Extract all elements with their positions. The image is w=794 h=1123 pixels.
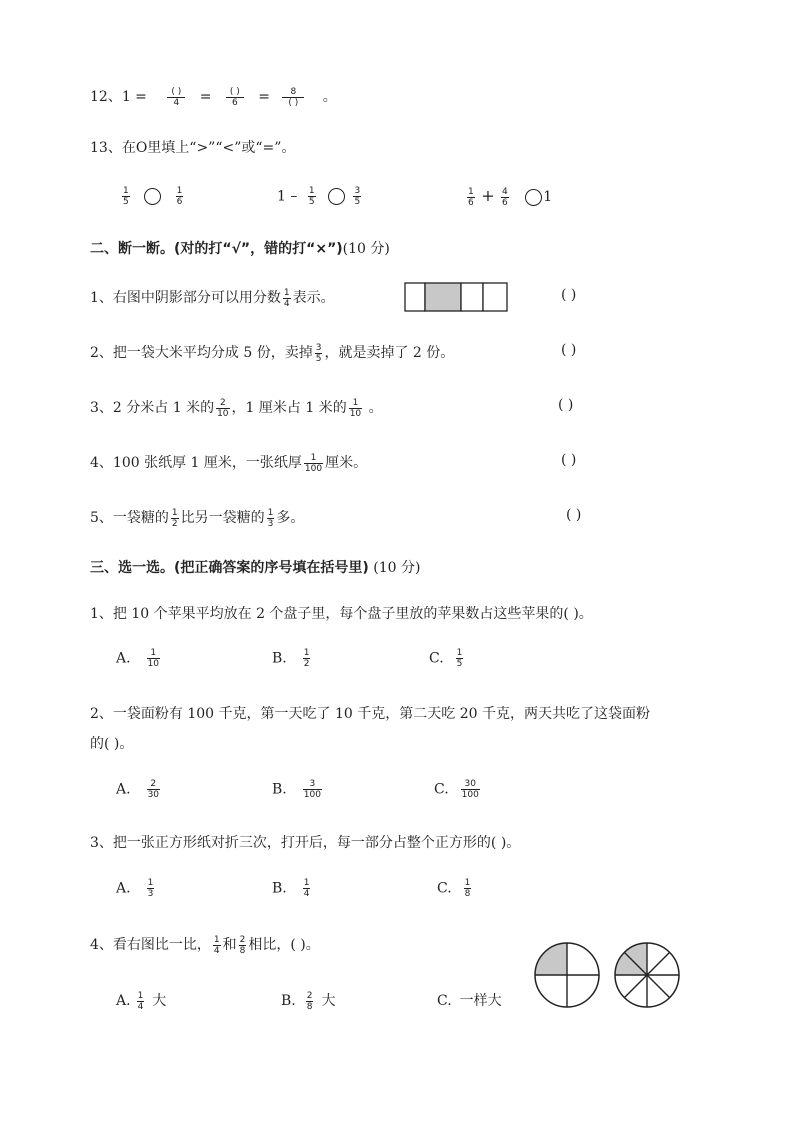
s2-item-4-fraction: $\frac{1}{100}$ (304, 452, 323, 474)
q13-c3-tail: 1 (543, 189, 553, 205)
compare-circle-icon[interactable] (144, 188, 161, 205)
s3-q2-option-c[interactable]: C. $\frac{30}{100}$ (434, 779, 479, 800)
s2-item-2-answer[interactable]: ( ) (561, 342, 577, 358)
s3-q3-option-a[interactable]: A. $\frac{1}{3}$ (116, 878, 154, 899)
s3-q4-option-c[interactable]: C. 一样大 (437, 993, 502, 1009)
s2-item-4-answer[interactable]: ( ) (561, 452, 577, 468)
s3-q1-b-fraction: $\frac{1}{2}$ (303, 648, 310, 669)
s3-q1-text: 1、把 10 个苹果平均放在 2 个盘子里，每个盘子里放的苹果数占这些苹果的( )。 (90, 606, 593, 622)
q13-c1-a: $\frac{1}{5}$ (123, 186, 129, 207)
s2-item-5-answer[interactable]: ( ) (566, 507, 582, 523)
bar-cell-1 (405, 283, 425, 311)
q13-compare-1 (120, 186, 185, 207)
compare-circle-icon[interactable] (525, 189, 542, 206)
s3-q3-c-fraction: $\frac{1}{8}$ (464, 878, 471, 899)
section2-score: (10 分) (342, 241, 390, 257)
s2-item-2: 2、把一袋大米平均分成 5 份，卖掉 $\frac{3}{5}$ ，就是卖掉了 2 份。 (90, 342, 455, 364)
s3-q3-b-fraction: $\frac{1}{4}$ (303, 878, 310, 899)
s3-q4-option-b[interactable]: B. $\frac{2}{8}$ 大 (281, 990, 336, 1012)
s3-q1-option-c[interactable]: C. $\frac{1}{5}$ (429, 648, 463, 669)
q12-end: 。 (322, 89, 337, 105)
s3-q1-a-fraction: $\frac{1}{10}$ (147, 648, 160, 669)
circle-eighths-figure (613, 941, 681, 1009)
s2-item-1: 1、右图中阴影部分可以用分数 $\frac{1}{4}$ 表示。 (90, 287, 335, 309)
q12-line (90, 86, 337, 108)
s2-item-5-fraction-1: $\frac{1}{2}$ (171, 507, 178, 529)
s3-q2-option-b[interactable]: B. $\frac{3}{100}$ (272, 779, 321, 800)
q12-fraction-3: $\frac{8}{( )}$ (282, 87, 304, 108)
s3-q2-line1: 2、一袋面粉有 100 千克，第一天吃了 10 千克，第二天吃 20 千克，两天共吃了这袋面粉 (90, 706, 650, 722)
s3-q1-option-b[interactable]: B. $\frac{1}{2}$ (272, 648, 310, 669)
quarter-bar-figure (404, 282, 508, 312)
q13-c3-a: $\frac{1}{6}$ (468, 186, 474, 208)
s3-q4-fraction-1: $\frac{1}{4}$ (213, 934, 220, 956)
s3-q3-option-b[interactable]: B. $\frac{1}{4}$ (272, 878, 310, 899)
s3-q2-b-fraction: $\frac{3}{100}$ (303, 779, 321, 800)
s3-q2-line2: 的( )。 (90, 736, 134, 752)
section2-title: 二、断一断。(对的打“√”，错的打“×”)(10 分) (90, 241, 390, 257)
s2-item-5-fraction-2: $\frac{1}{3}$ (267, 507, 274, 529)
q13-c3-plus: + (481, 186, 495, 205)
bar-cell-4 (483, 283, 507, 311)
q12-equals-2: = (258, 89, 270, 105)
bar-cell-2-shaded (425, 283, 461, 311)
s3-q2-a-fraction: $\frac{2}{30}$ (147, 779, 160, 800)
q13-compare-3 (465, 186, 552, 208)
q12-fraction-1: $\frac{( )}{4}$ (165, 87, 187, 108)
q13-text: 13、在O里填上“>”“<”或“=”。 (90, 140, 296, 156)
bar-cell-3 (461, 283, 483, 311)
s2-item-1-answer[interactable]: ( ) (561, 287, 577, 303)
s2-item-3-answer[interactable]: ( ) (558, 397, 574, 413)
q13-c2-b: $\frac{3}{5}$ (354, 186, 361, 207)
q12-equals-1: = (199, 89, 212, 105)
s3-q4-fraction-2: $\frac{2}{8}$ (239, 934, 246, 956)
s3-q4-text: 4、看右图比一比， $\frac{1}{4}$ 和 $\frac{2}{8}$ 相比，( )。 (90, 934, 320, 956)
q13-c1-b: $\frac{1}{6}$ (176, 186, 183, 207)
s3-q1-c-fraction: $\frac{1}{5}$ (456, 648, 463, 669)
q13-c2-a: $\frac{1}{5}$ (308, 186, 315, 207)
s3-q3-a-fraction: $\frac{1}{3}$ (147, 878, 154, 899)
section3-score: (10 分) (368, 560, 421, 576)
s3-q3-option-c[interactable]: C. $\frac{1}{8}$ (437, 878, 471, 899)
s2-item-1-fraction: $\frac{1}{4}$ (283, 287, 290, 309)
s3-q1-option-a[interactable]: A. $\frac{1}{10}$ (116, 648, 160, 669)
q13-c2-lead: 1 – (277, 188, 298, 205)
q12-prefix: 12、1 = (90, 89, 147, 105)
s2-item-2-fraction: $\frac{3}{5}$ (315, 342, 322, 364)
section3-title: 三、选一选。(把正确答案的序号填在括号里) (10 分) (90, 560, 421, 576)
q13-compare-2 (277, 186, 363, 207)
s2-item-4: 4、100 张纸厚 1 厘米，一张纸厚 $\frac{1}{100}$ 厘米。 (90, 452, 368, 474)
circle-quarters-figure (533, 941, 601, 1009)
q12-fraction-2: $\frac{( )}{6}$ (224, 87, 246, 108)
compare-circle-icon[interactable] (328, 188, 345, 205)
s2-item-3-fraction-1: $\frac{2}{10}$ (217, 397, 229, 419)
s2-item-5: 5、一袋糖的 $\frac{1}{2}$ 比另一袋糖的 $\frac{1}{3}$ 多。 (90, 507, 305, 529)
s3-q4-b-fraction: $\frac{2}{8}$ (306, 990, 313, 1012)
s3-q4-a-fraction: $\frac{1}{4}$ (137, 990, 144, 1012)
q13-c3-b: $\frac{4}{6}$ (502, 186, 508, 208)
s3-q2-option-a[interactable]: A. $\frac{2}{30}$ (116, 779, 160, 800)
s2-item-3: 3、2 分米占 1 米的 $\frac{2}{10}$ ，1 厘米占 1 米的 $\frac{1}{10}$ 。 (90, 397, 383, 419)
s3-q3-text: 3、把一张正方形纸对折三次，打开后，每一部分占整个正方形的( )。 (90, 835, 521, 851)
s3-q2-c-fraction: $\frac{30}{100}$ (461, 779, 479, 800)
s3-q4-option-a[interactable]: A. $\frac{1}{4}$ 大 (116, 990, 167, 1012)
s2-item-3-fraction-2: $\frac{1}{10}$ (349, 397, 362, 419)
